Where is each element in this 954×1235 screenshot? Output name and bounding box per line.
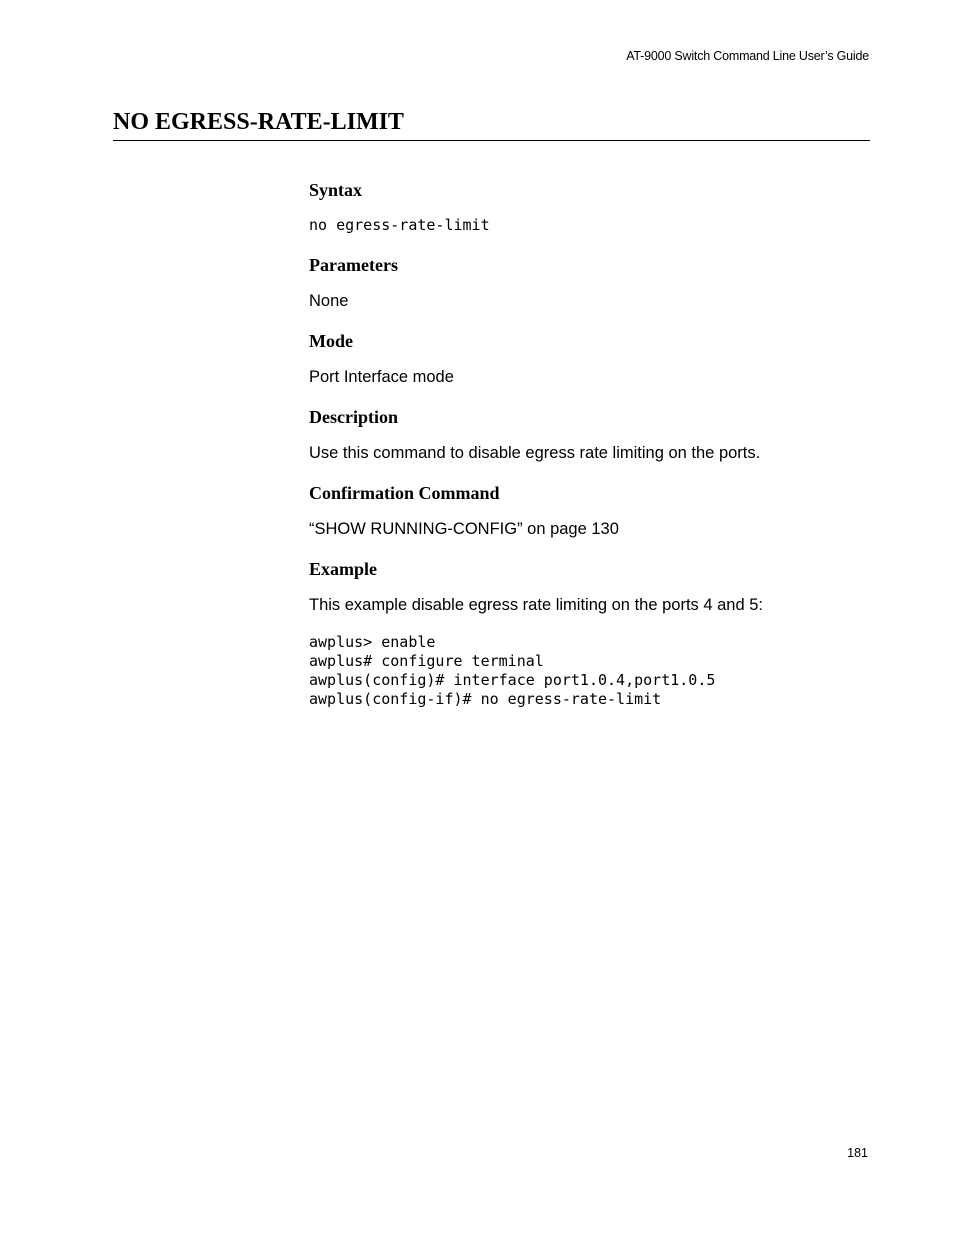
- command-reference-body: [309, 179, 869, 709]
- example-heading: Example: [309, 559, 378, 579]
- running-header: AT-9000 Switch Command Line User’s Guide: [626, 49, 869, 63]
- example-code-line: awplus# configure terminal: [309, 652, 544, 670]
- parameters-text: None: [309, 292, 349, 310]
- example-code-line: awplus> enable: [309, 633, 436, 651]
- parameters-heading: Parameters: [309, 255, 398, 275]
- mode-heading: Mode: [309, 331, 353, 351]
- syntax-code: no egress-rate-limit: [309, 216, 490, 234]
- example-code-line: awplus(config-if)# no egress-rate-limit: [309, 690, 662, 708]
- example-code-block: [309, 633, 869, 709]
- confirmation-command-heading: Confirmation Command: [309, 483, 500, 503]
- syntax-heading: Syntax: [309, 180, 363, 200]
- example-text: This example disable egress rate limiting on the ports 4 and 5:: [309, 596, 763, 614]
- page-title: NO EGRESS-RATE-LIMIT: [113, 108, 870, 141]
- description-text: Use this command to disable egress rate limiting on the ports.: [309, 444, 761, 462]
- page-number: 181: [847, 1146, 868, 1160]
- description-heading: Description: [309, 407, 398, 427]
- confirmation-command-link[interactable]: “SHOW RUNNING-CONFIG” on page 130: [309, 520, 619, 538]
- mode-text: Port Interface mode: [309, 368, 454, 386]
- example-code-line: awplus(config)# interface port1.0.4,port1.0.5: [309, 671, 716, 689]
